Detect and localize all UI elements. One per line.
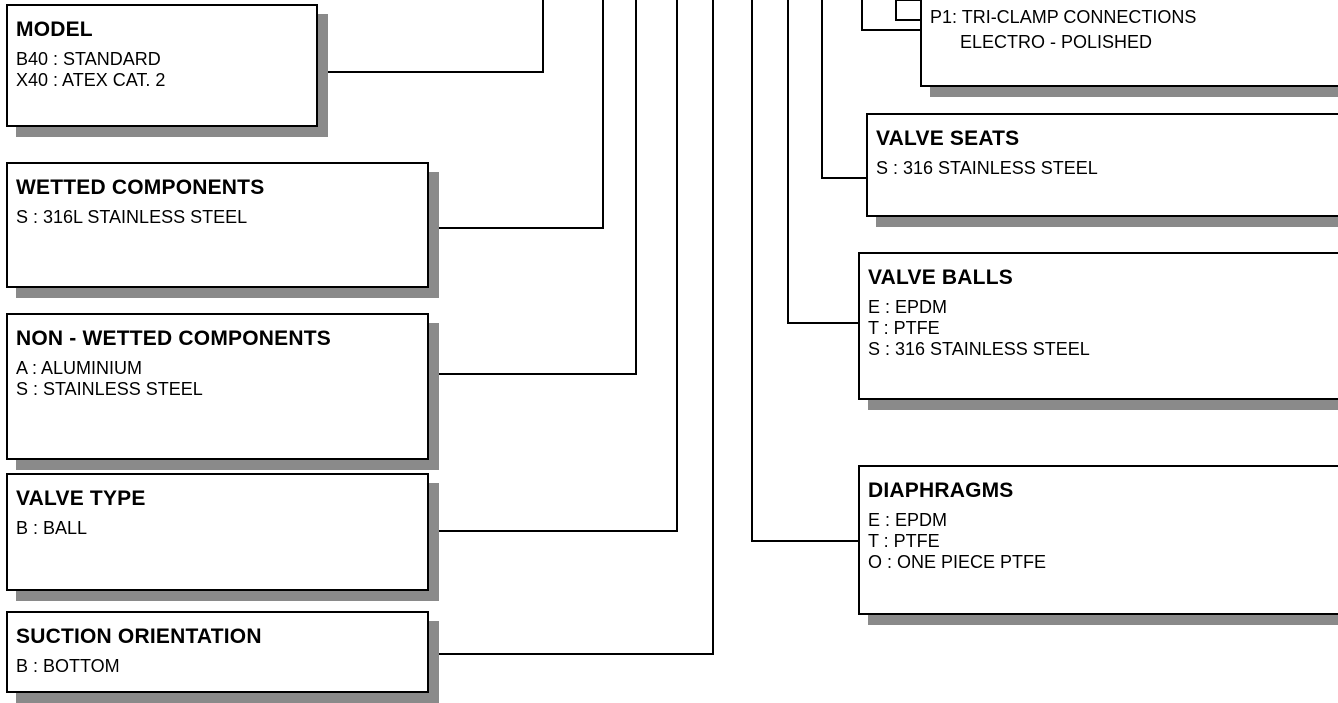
connector-connections-p xyxy=(896,0,920,20)
diaphragms-option: T : PTFE xyxy=(868,531,940,551)
valve-balls-option: S : 316 STAINLESS STEEL xyxy=(868,339,1090,359)
model-option: X40 : ATEX CAT. 2 xyxy=(16,70,166,90)
connector-wetted xyxy=(429,0,603,228)
suction-orientation-option: B : BOTTOM xyxy=(16,656,120,676)
suction-orientation-box xyxy=(6,611,429,693)
diaphragms-option: E : EPDM xyxy=(868,510,948,530)
connector-connections-p1 xyxy=(862,0,920,30)
valve-type-option: B : BALL xyxy=(16,518,88,538)
valve-seats-title: VALVE SEATS xyxy=(876,127,1020,150)
diaphragms-option: O : ONE PIECE PTFE xyxy=(868,552,1047,572)
suction-orientation-title: SUCTION ORIENTATION xyxy=(16,625,262,648)
valve-balls-title: VALVE BALLS xyxy=(868,266,1013,289)
valve-seats-option: S : 316 STAINLESS STEEL xyxy=(876,158,1098,178)
connections-option: ELECTRO - POLISHED xyxy=(930,32,1153,52)
connections-box xyxy=(920,0,1338,87)
valve-balls-option: E : EPDM xyxy=(868,297,948,317)
connector-valve-type xyxy=(429,0,677,531)
valve-seats-box xyxy=(866,113,1338,217)
valve-balls-box xyxy=(858,252,1338,400)
connector-model xyxy=(318,0,543,72)
diaphragms-title: DIAPHRAGMS xyxy=(868,479,1014,502)
connections-option: P1: TRI-CLAMP CONNECTIONS xyxy=(930,7,1197,27)
wetted-components-box xyxy=(6,162,429,288)
wetted-components-option: S : 316L STAINLESS STEEL xyxy=(16,207,248,227)
connector-valve-seats xyxy=(822,0,866,178)
valve-balls-option: T : PTFE xyxy=(868,318,940,338)
model-box xyxy=(6,4,318,127)
non-wetted-components-option: S : STAINLESS STEEL xyxy=(16,379,203,399)
non-wetted-components-option: A : ALUMINIUM xyxy=(16,358,143,378)
connector-suction xyxy=(429,0,713,654)
diaphragms-box xyxy=(858,465,1338,615)
connector-diaphragms xyxy=(752,0,858,541)
wetted-components-title: WETTED COMPONENTS xyxy=(16,176,265,199)
valve-type-box xyxy=(6,473,429,591)
non-wetted-components-box xyxy=(6,313,429,460)
non-wetted-components-title: NON - WETTED COMPONENTS xyxy=(16,327,331,350)
model-option: B40 : STANDARD xyxy=(16,49,161,69)
model-title: MODEL xyxy=(16,18,93,41)
connector-non-wetted xyxy=(429,0,636,374)
valve-type-title: VALVE TYPE xyxy=(16,487,146,510)
